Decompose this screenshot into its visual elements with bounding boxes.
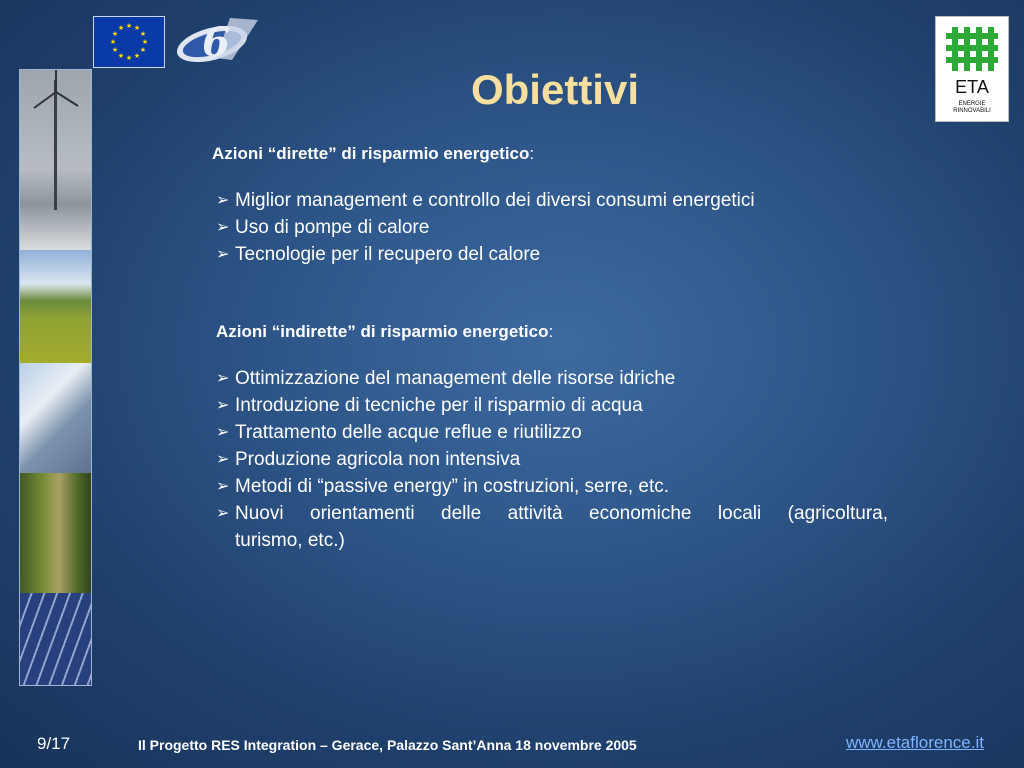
list-item-text: Metodi di “passive energy” in costruzioni, serre, etc. bbox=[235, 476, 670, 497]
list-item-text-line1: Nuovi orientamenti delle attività economiche locali (agricoltura, bbox=[235, 503, 888, 524]
section2-heading bbox=[216, 322, 553, 342]
list-item-text: Trattamento delle acque reflue e riutilizzo bbox=[235, 422, 582, 443]
section2-heading-colon: : bbox=[548, 322, 554, 341]
list-item bbox=[216, 500, 888, 554]
list-item-text: Uso di pompe di calore bbox=[235, 217, 430, 238]
eta-name: ETA bbox=[955, 77, 989, 97]
svg-text:★: ★ bbox=[139, 46, 147, 54]
solar-building-photo bbox=[20, 363, 91, 473]
solar-panels-photo bbox=[20, 593, 91, 686]
fp6-logo bbox=[172, 12, 262, 66]
fp6-text: 6 bbox=[202, 19, 230, 66]
svg-text:★: ★ bbox=[141, 38, 149, 46]
eta-subtitle bbox=[936, 101, 1008, 115]
eta-subtitle-line1: ENERGIE bbox=[958, 101, 986, 107]
arrow-bullet-icon: ➢ bbox=[216, 192, 230, 209]
arrow-bullet-icon: ➢ bbox=[216, 451, 230, 468]
svg-text:★: ★ bbox=[117, 24, 125, 32]
svg-text:★: ★ bbox=[133, 24, 141, 32]
svg-text:★: ★ bbox=[109, 38, 117, 46]
eta-logo bbox=[935, 16, 1009, 122]
svg-text:★: ★ bbox=[133, 52, 141, 60]
section2-list bbox=[216, 365, 888, 554]
eta-grid-icon bbox=[946, 23, 998, 73]
section1-heading bbox=[212, 144, 534, 164]
field-photo bbox=[20, 250, 91, 363]
page-number: 9/17 bbox=[37, 734, 71, 753]
slide-title: Obiettivi bbox=[470, 66, 640, 113]
list-item bbox=[216, 419, 888, 446]
eta-subtitle-line2: RINNOVABILI bbox=[953, 108, 991, 114]
svg-text:★: ★ bbox=[125, 22, 133, 30]
section1-heading-text: Azioni “dirette” di risparmio energetico bbox=[212, 144, 530, 163]
photo-strip bbox=[19, 69, 92, 686]
arrow-bullet-icon: ➢ bbox=[216, 505, 230, 522]
list-item bbox=[216, 187, 876, 214]
section1-heading-colon: : bbox=[529, 144, 535, 163]
svg-text:★: ★ bbox=[111, 46, 119, 54]
svg-text:★: ★ bbox=[117, 52, 125, 60]
svg-text:★: ★ bbox=[139, 30, 147, 38]
website-link[interactable]: www.etaflorence.it bbox=[846, 733, 984, 752]
arrow-bullet-icon: ➢ bbox=[216, 397, 230, 414]
arrow-bullet-icon: ➢ bbox=[216, 246, 230, 263]
list-item bbox=[216, 392, 888, 419]
section2-heading-text: Azioni “indirette” di risparmio energetico bbox=[216, 322, 549, 341]
list-item bbox=[216, 446, 888, 473]
list-item-text: Introduzione di tecniche per il risparmio di acqua bbox=[235, 395, 643, 416]
list-item bbox=[216, 214, 876, 241]
list-item-text: Ottimizzazione del management delle risorse idriche bbox=[235, 368, 676, 389]
list-item bbox=[216, 473, 888, 500]
wind-turbine-photo bbox=[20, 70, 91, 250]
svg-text:★: ★ bbox=[125, 54, 133, 62]
corn-plants-photo bbox=[20, 473, 91, 593]
list-item bbox=[216, 241, 876, 268]
arrow-bullet-icon: ➢ bbox=[216, 478, 230, 495]
arrow-bullet-icon: ➢ bbox=[216, 424, 230, 441]
list-item-text: Produzione agricola non intensiva bbox=[235, 449, 521, 470]
list-item-text-line2: turismo, etc.) bbox=[235, 530, 345, 551]
list-item bbox=[216, 365, 888, 392]
arrow-bullet-icon: ➢ bbox=[216, 219, 230, 236]
list-item-text: Tecnologie per il recupero del calore bbox=[235, 244, 541, 265]
arrow-bullet-icon: ➢ bbox=[216, 370, 230, 387]
footer-caption: Il Progetto RES Integration – Gerace, Palazzo Sant’Anna 18 novembre 2005 bbox=[138, 737, 637, 753]
section1-list bbox=[216, 187, 876, 268]
eu-flag-logo bbox=[93, 16, 165, 68]
list-item-text: Miglior management e controllo dei diversi consumi energetici bbox=[235, 190, 755, 211]
svg-text:★: ★ bbox=[111, 30, 119, 38]
